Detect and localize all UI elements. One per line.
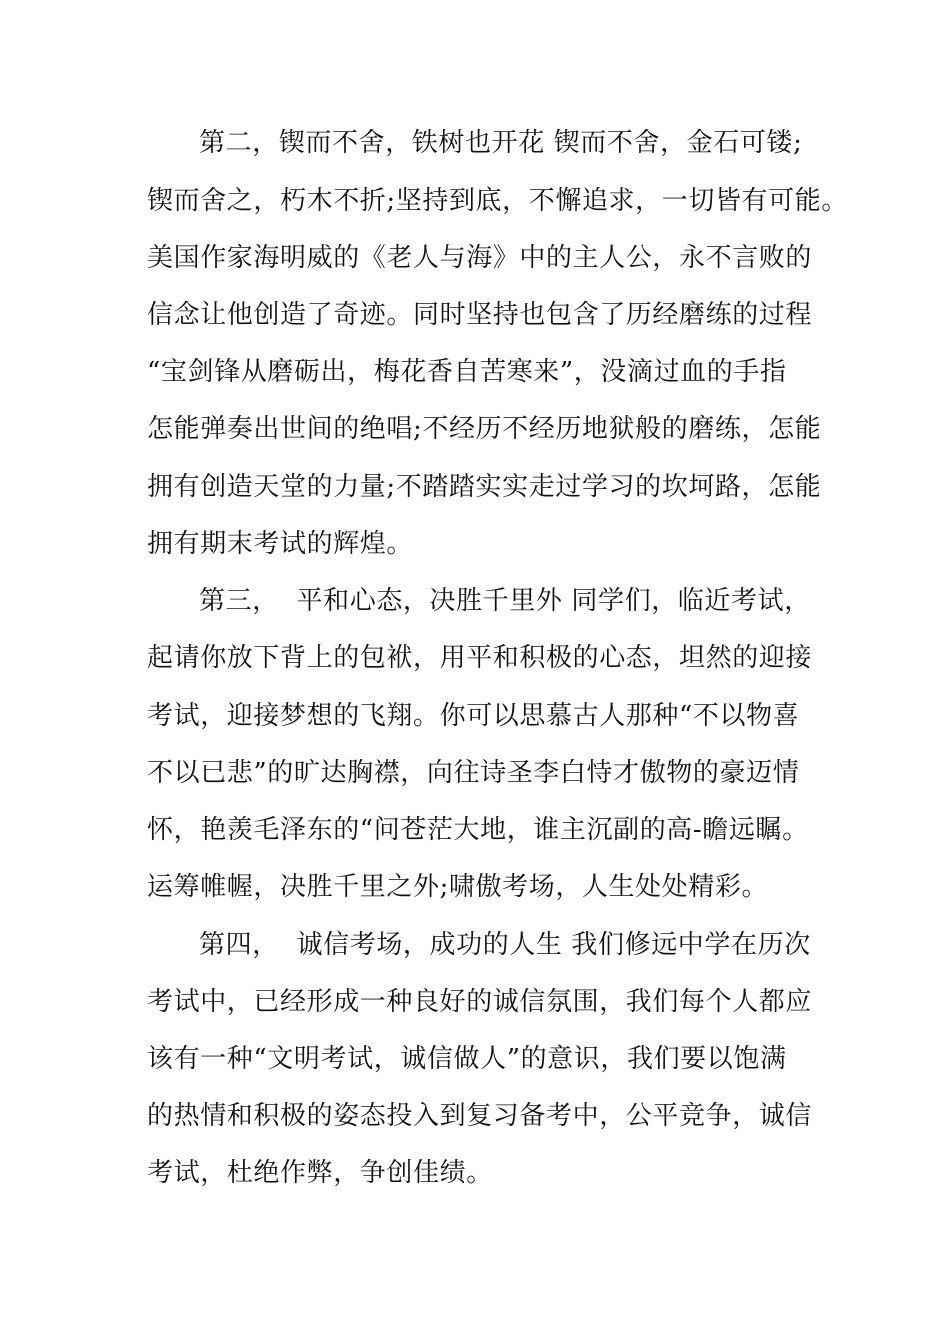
paragraph-3-line-6: 运筹帷幄，决胜千里之外;啸傲考场，人生处处精彩。 (147, 872, 769, 902)
paragraph-3-line-4: 不以已悲”的旷达胸襟，向往诗圣李白恃才傲物的豪迈情 (147, 758, 800, 788)
paragraph-3-line-1: 第三， 平和心态，决胜千里外 同学们，临近考试， (199, 586, 811, 616)
paragraph-4-line-3: 该有一种“文明考试，诚信做人”的意识，我们要以饱满 (147, 1044, 787, 1074)
paragraph-2-line-8: 拥有期末考试的辉煌。 (147, 529, 414, 559)
paragraph-4-line-4: 的热情和积极的姿态投入到复习备考中，公平竞争，诚信 (147, 1101, 813, 1131)
paragraph-3-line-5: 怀，艳羡毛泽东的“问苍茫大地，谁主沉副的高-瞻远瞩。 (147, 815, 809, 845)
paragraph-2-line-4: 信念让他创造了奇迹。同时坚持也包含了历经磨练的过程 (147, 300, 813, 330)
paragraph-2-line-3: 美国作家海明威的《老人与海》中的主人公，永不言败的 (147, 243, 813, 273)
paragraph-2-line-6: 怎能弹奏出世间的绝唱;不经历不经历地狱般的磨练，怎能 (147, 414, 822, 444)
paragraph-4-line-2: 考试中，已经形成一种良好的诚信氛围，我们每个人都应 (147, 987, 813, 1017)
paragraph-2-line-7: 拥有创造天堂的力量;不踏踏实实走过学习的坎坷路，怎能 (147, 472, 822, 502)
paragraph-3-line-3: 考试，迎接梦想的飞翔。你可以思慕古人那种“不以物喜 (147, 701, 800, 731)
paragraph-2-line-2: 锲而舍之，朽木不折;坚持到底，不懈追求，一切皆有可能。 (147, 186, 848, 216)
paragraph-4-line-1: 第四， 诚信考场，成功的人生 我们修远中学在历次 (199, 930, 811, 960)
paragraph-2-line-1: 第二，锲而不舍，铁树也开花 锲而不舍，金石可镂; (199, 128, 803, 158)
paragraph-3-line-2: 起请你放下背上的包袱，用平和积极的心态，坦然的迎接 (147, 643, 813, 673)
paragraph-2-line-5: “宝剑锋从磨砺出，梅花香自苦寒来”，没滴过血的手指 (147, 357, 787, 387)
paragraph-4-line-5: 考试，杜绝作弊，争创佳绩。 (147, 1158, 493, 1188)
